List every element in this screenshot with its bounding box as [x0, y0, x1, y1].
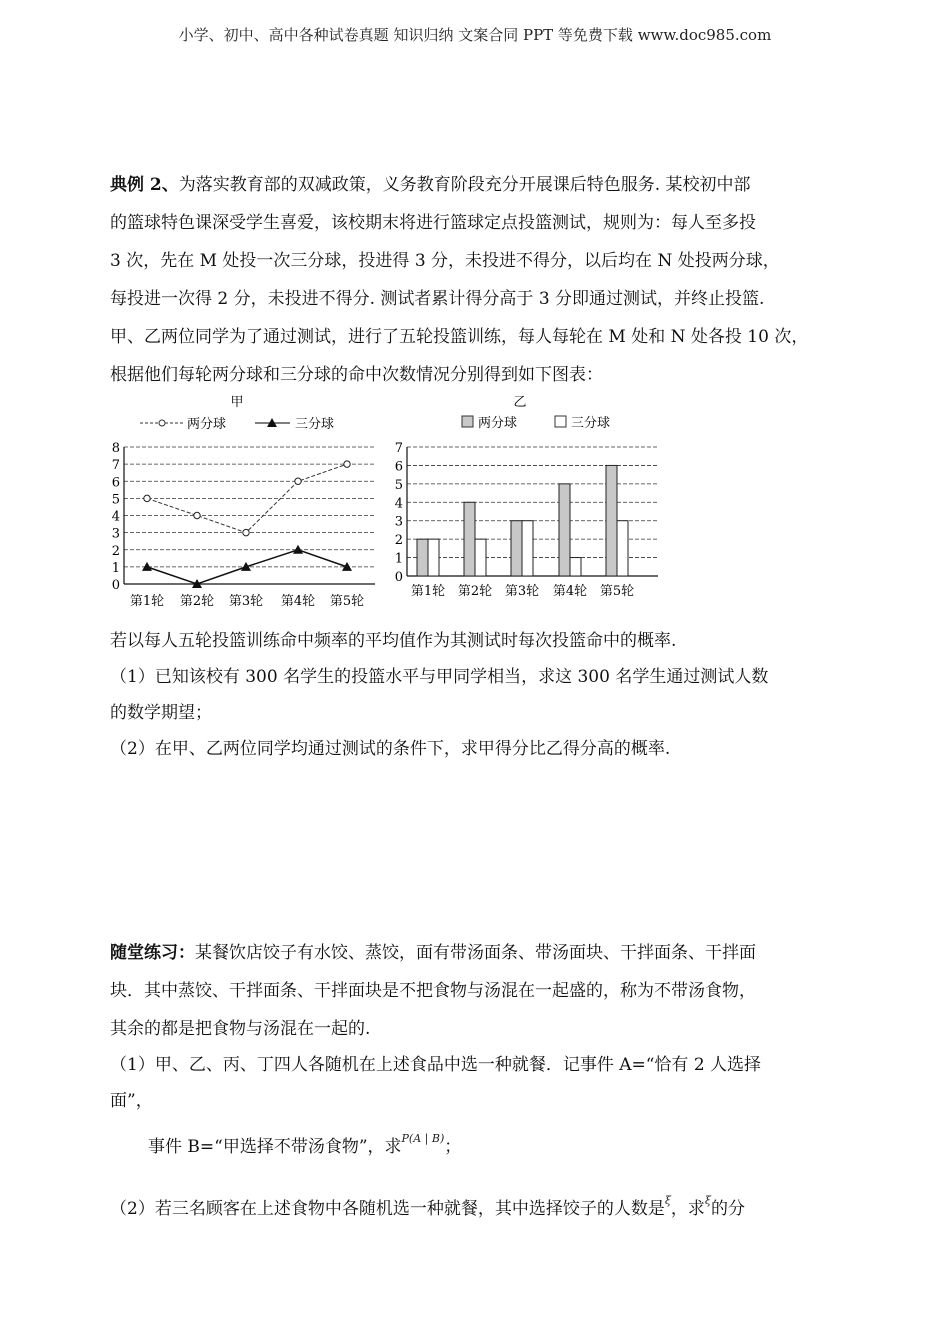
example-text-1: 为落实教育部的双减政策，义务教育阶段充分开展课后特色服务. 某校初中部	[178, 175, 751, 195]
conditional-probability-formula: P(A | B)	[401, 1132, 445, 1145]
y-tick-label: 4	[111, 509, 120, 525]
legend-white-box	[555, 416, 566, 427]
x-tick-label: 第5轮	[329, 594, 365, 609]
after-chart-text: 若以每人五轮投篮训练命中频率的平均值作为其测试时每次投篮命中的概率.	[110, 631, 677, 651]
example-line-1	[110, 170, 751, 195]
practice-q1-end: ；	[444, 1137, 462, 1157]
three-point-marker	[142, 562, 152, 571]
legend-circle-marker	[159, 420, 165, 426]
legend-two-point: 两分球	[187, 417, 227, 432]
legend-three-point: 三分球	[295, 417, 335, 432]
y-tick-label: 8	[111, 441, 120, 456]
y-tick-label: 2	[111, 543, 120, 559]
question-1-line-1: （1）已知该校有 300 名学生的投篮水平与甲同学相当，求这 300 名学生通过测试人数	[110, 667, 769, 687]
chart-jia-legend	[140, 416, 334, 432]
practice-line-2: 块．其中蒸饺、干拌面条、干拌面块是不把食物与汤混在一起盛的，称为不带汤食物，	[110, 981, 756, 1001]
example-title: 典例 2、	[110, 175, 179, 195]
bar-two-point	[606, 465, 617, 576]
bar-three-point	[475, 539, 486, 576]
xi-symbol: ξ	[704, 1194, 711, 1207]
bar-three-point	[570, 558, 581, 576]
question-1-line-2: 的数学期望；	[110, 703, 212, 723]
page-header: 小学、初中、高中各种试卷真题 知识归纳 文案合同 PPT 等免费下载 www.doc985.com	[178, 26, 772, 44]
example-line-3: 3 次，先在 M 处投一次三分球，投进得 3 分，未投进不得分，以后均在 N 处投两分球，	[110, 251, 780, 271]
x-tick-label: 第5轮	[599, 584, 635, 599]
practice-q1-line-3	[148, 1132, 461, 1157]
y-tick-label: 7	[394, 441, 403, 456]
bar-two-point	[559, 484, 570, 576]
x-tick-label: 第2轮	[179, 594, 215, 609]
practice-title: 随堂练习：	[110, 943, 195, 963]
example-line-4: 每投进一次得 2 分，未投进不得分. 测试者累计得分高于 3 分即通过测试，并终止投篮.	[110, 289, 765, 309]
y-tick-label: 7	[111, 458, 120, 474]
y-tick-label: 6	[394, 459, 403, 475]
y-tick-label: 0	[394, 570, 403, 585]
two-point-marker	[194, 512, 200, 518]
two-point-marker	[144, 495, 150, 501]
bar-two-point	[464, 502, 475, 576]
y-tick-label: 0	[111, 578, 120, 593]
practice-line-1	[110, 938, 756, 963]
practice-q1-line-2: 面”，	[110, 1091, 153, 1111]
y-tick-label: 3	[394, 514, 403, 530]
x-tick-label: 第4轮	[280, 594, 316, 609]
x-tick-label: 第1轮	[129, 594, 165, 609]
legend-two-point: 两分球	[478, 416, 518, 431]
x-tick-label: 第3轮	[504, 584, 540, 599]
question-2: （2）在甲、乙两位同学均通过测试的条件下，求甲得分比乙得分高的概率.	[110, 739, 671, 759]
practice-q1-event-b: 事件 B=“甲选择不带汤食物”，求	[148, 1137, 402, 1157]
bar-two-point	[511, 521, 522, 576]
practice-text-1: 某餐饮店饺子有水饺、蒸饺，面有带汤面条、带汤面块、干拌面条、干拌面	[195, 943, 756, 963]
y-tick-label: 2	[394, 533, 403, 549]
bar-three-point	[617, 521, 628, 576]
y-tick-label: 1	[111, 560, 120, 576]
practice-q1-line-1: （1）甲、乙、丙、丁四人各随机在上述食品中选一种就餐．记事件 A=“恰有 2 人选择	[110, 1055, 762, 1075]
legend-three-point: 三分球	[571, 416, 611, 431]
bar-two-point	[417, 539, 428, 576]
two-point-marker	[295, 478, 301, 484]
chart-yi-legend	[462, 415, 610, 431]
two-point-marker	[243, 529, 249, 535]
chart-yi-title: 乙	[513, 395, 527, 410]
chart-yi	[390, 390, 670, 605]
example-line-6: 根据他们每轮两分球和三分球的命中次数情况分别得到如下图表：	[110, 365, 603, 385]
chart-jia-title: 甲	[230, 395, 244, 410]
bar-three-point	[428, 539, 439, 576]
y-tick-label: 3	[111, 526, 120, 542]
two-point-marker	[344, 461, 350, 467]
example-line-2: 的篮球特色课深受学生喜爱，该校期末将进行篮球定点投篮测试，规则为：每人至多投	[110, 213, 756, 233]
xi-symbol: ξ	[664, 1194, 671, 1207]
practice-q2	[110, 1194, 745, 1219]
x-tick-label: 第1轮	[410, 584, 446, 599]
bar-three-point	[522, 521, 533, 576]
x-tick-label: 第3轮	[228, 594, 264, 609]
practice-q2-mid: ，求	[670, 1199, 705, 1219]
y-tick-label: 5	[111, 492, 120, 508]
chart-jia	[105, 390, 385, 615]
practice-line-3: 其余的都是把食物与汤混在一起的.	[110, 1019, 371, 1039]
y-tick-label: 5	[394, 477, 403, 493]
legend-gray-box	[462, 416, 473, 427]
x-tick-label: 第4轮	[552, 584, 588, 599]
practice-q2-end: 的分	[710, 1199, 745, 1219]
example-line-5: 甲、乙两位同学为了通过测试，进行了五轮投篮训练，每人每轮在 M 处和 N 处各投 10 次，	[110, 327, 809, 347]
practice-q2-pre: （2）若三名顾客在上述食物中各随机选一种就餐，其中选择饺子的人数是	[110, 1199, 665, 1219]
three-point-marker	[293, 545, 303, 554]
y-tick-label: 4	[394, 496, 403, 512]
y-tick-label: 6	[111, 475, 120, 491]
y-tick-label: 1	[394, 551, 403, 567]
x-tick-label: 第2轮	[457, 584, 493, 599]
